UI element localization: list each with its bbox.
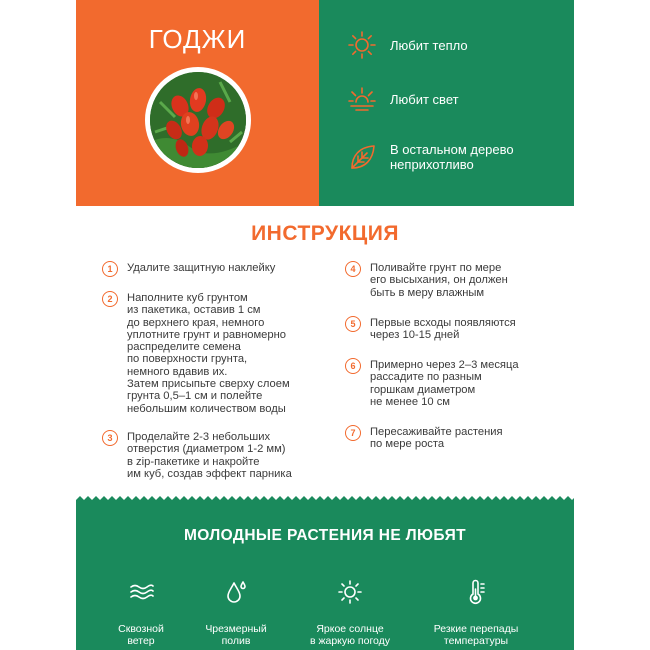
instruction-step-7 [345,426,503,451]
instruction-step-5 [345,317,516,342]
dislike-overwatering [196,567,276,647]
step-number-badge: 2 [102,291,118,307]
water-drop-icon [223,579,249,605]
step-text: Пересаживайте растения по мере роста [370,426,503,451]
bright-sun-icon [337,579,363,605]
feature-warmth-label: Любит тепло [390,37,468,53]
step-number-badge: 3 [102,430,118,446]
step-text: Первые всходы появляются через 10-15 дней [370,317,516,342]
step-text: Проделайте 2-3 небольших отверстия (диаметром 1-2 мм) в zip-пакетике и накройте им куб, создав эффект парника [127,431,292,480]
goji-berries-image [145,67,251,173]
dislike-wind-label: Сквозной ветер [118,623,164,647]
dislike-wind [106,567,176,647]
leaf-icon [347,142,377,172]
product-panel [76,0,319,206]
instruction-step-1 [102,262,275,277]
dislikes-panel [76,505,574,650]
step-number-badge: 5 [345,316,361,332]
feature-unpretentious [347,142,514,172]
wind-icon [128,579,154,605]
feature-light [347,84,459,114]
step-number-badge: 7 [345,425,361,441]
dislike-temperature-swings [426,567,526,647]
instruction-step-2 [102,292,290,415]
dislike-bright-sun [294,567,406,647]
product-title: ГОДЖИ [148,24,247,54]
sun-icon [347,30,377,60]
instruction-step-4 [345,262,508,299]
feature-light-label: Любит свет [390,91,459,107]
step-number-badge: 4 [345,261,361,277]
dislikes-title: МОЛОДНЫЕ РАСТЕНИЯ НЕ ЛЮБЯТ [183,527,466,544]
dislike-overwatering-label: Чрезмерный полив [205,623,267,647]
feature-warmth [347,30,468,60]
thermometer-icon [463,579,489,605]
goji-berries-illustration [150,72,246,168]
features-panel [319,0,574,206]
instructions-title: ИНСТРУКЦИЯ [251,222,399,245]
step-text: Поливайте грунт по мере его высыхания, он должен быть в меру влажным [370,262,508,299]
instruction-step-6 [345,359,519,408]
step-number-badge: 1 [102,261,118,277]
sun-rays-icon [347,84,377,114]
step-number-badge: 6 [345,358,361,374]
instruction-step-3 [102,431,292,480]
step-text: Удалите защитную наклейку [127,262,276,274]
step-text: Примерно через 2–3 месяца рассадите по разным горшкам диаметром не менее 10 см [370,359,519,408]
feature-unpretentious-label: В остальном дерево неприхотливо [390,142,514,172]
dislike-bright-sun-label: Яркое солнце в жаркую погоду [309,623,391,647]
dislike-temperature-label: Резкие перепады температуры [433,623,519,647]
step-text: Наполните куб грунтом из пакетика, оставив 1 см до верхнего края, немного уплотните грунт и равномерно распределите семена по поверхности грунта, немного вдавив их. Затем присыпьте сверху слоем грунта 0,5–1 см и полейте небольшим количеством воды [127,292,290,415]
